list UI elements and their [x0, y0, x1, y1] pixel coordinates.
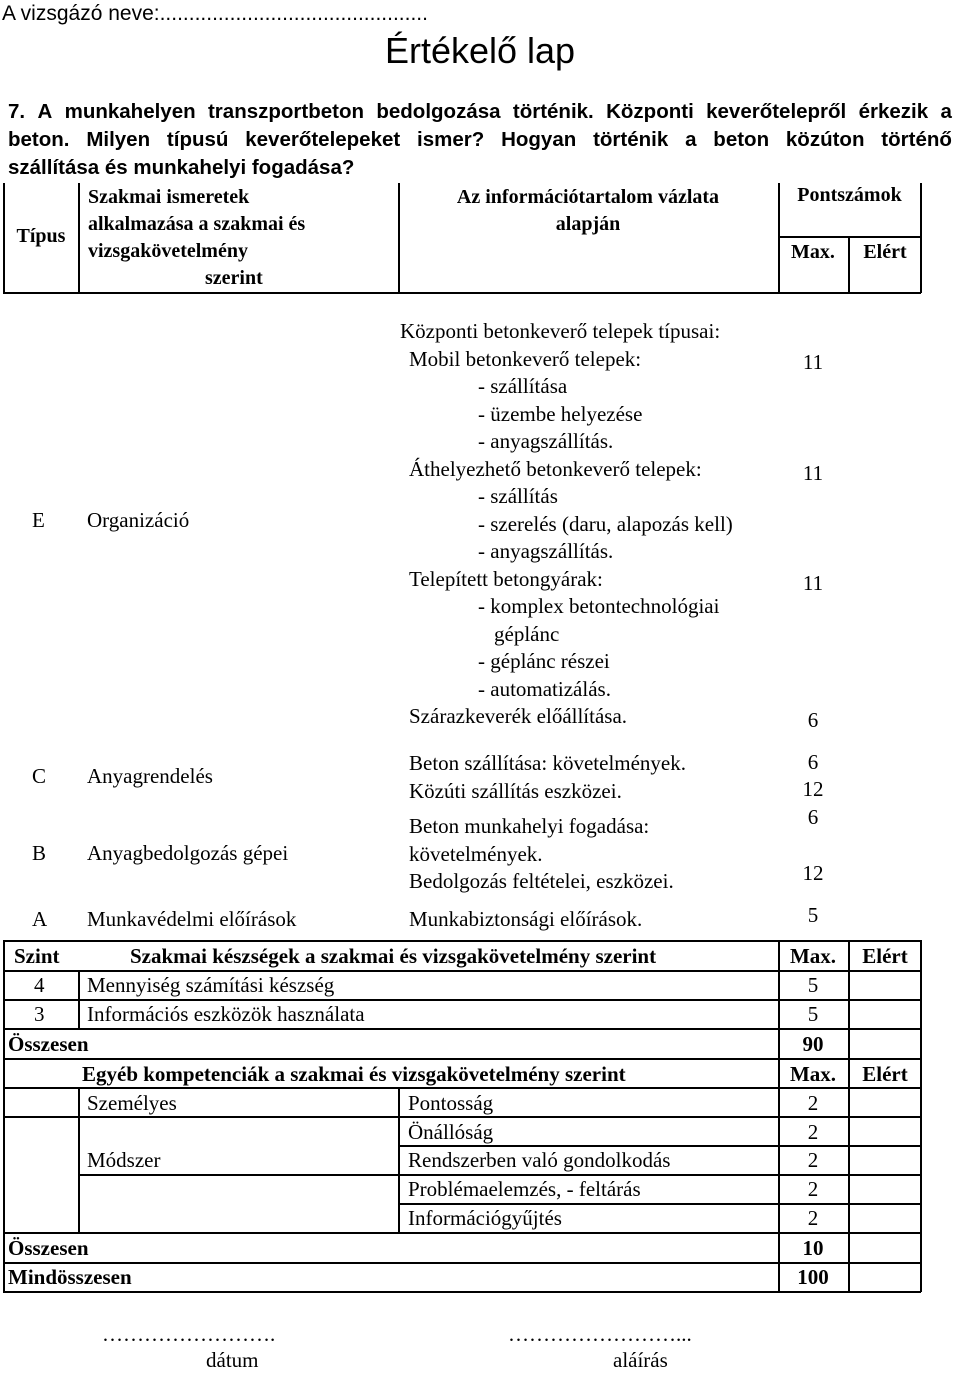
row-rule: [78, 1174, 921, 1176]
content-line: követelmények.: [409, 841, 543, 866]
points-max: 11: [802, 350, 824, 374]
question-word: történik: [593, 128, 669, 151]
content-line: - automatizálás.: [478, 676, 611, 701]
points-max: 6: [807, 805, 819, 829]
competency-max: 2: [807, 1120, 819, 1144]
content-line: - komplex betontechnológiai: [478, 594, 720, 618]
row-rule: [3, 970, 921, 972]
question-line-2: [8, 126, 952, 155]
points-max: 12: [802, 777, 824, 801]
content-line: Beton szállítása: követelmények.: [409, 751, 686, 775]
content-line: Bedolgozás feltételei, eszközei.: [409, 869, 674, 893]
content-line: Mobil betonkeverő telepek:: [409, 346, 642, 371]
section-type-c: C: [32, 764, 47, 788]
section-name-e: Organizáció: [87, 508, 190, 532]
date-dots: …………………….: [102, 1322, 276, 1346]
col-header-info: [398, 184, 778, 238]
competency-name: Információgyűjtés: [408, 1206, 562, 1230]
row-rule: [3, 1058, 921, 1060]
competency-max: 2: [807, 1206, 819, 1230]
col-header-elert: Elért: [863, 241, 907, 263]
question-word: a: [685, 128, 697, 151]
skill-name: Információs eszközök használata: [87, 1002, 365, 1026]
points-max: 5: [807, 903, 819, 927]
section-type-b: B: [32, 841, 47, 865]
question-word: 7.: [8, 100, 26, 123]
competency-max: 2: [807, 1091, 819, 1115]
question-word: beton: [713, 128, 770, 151]
row-rule: [3, 1262, 921, 1264]
content-line: Közúti szállítás eszközei.: [409, 778, 622, 803]
question-line-3: szállítása és munkahelyi fogadása?: [8, 156, 355, 179]
content-line: - szerelés (daru, alapozás kell): [478, 511, 733, 536]
col-header-tipus: Típus: [16, 225, 66, 247]
col-header-szakmai-line: szerint: [205, 267, 263, 289]
content-line: Szárazkeverék előállítása.: [409, 704, 628, 728]
skill-max: 5: [807, 973, 819, 997]
section-content-c: [409, 750, 686, 805]
group-column-divider: [78, 1087, 80, 1233]
question-word: transzportbeton: [207, 100, 365, 123]
question-word: munkahelyen: [64, 100, 196, 123]
question-word: Hogyan: [501, 128, 577, 151]
elert-column-divider: [848, 940, 850, 1292]
question-word: típusú: [166, 128, 229, 151]
content-line: Beton munkahelyi fogadása:: [409, 814, 650, 838]
col-header-szakmai-line: alkalmazása a szakmai és: [88, 213, 306, 235]
signature-dots: ……………………...: [508, 1322, 692, 1346]
section-name-a: Munkavédelmi előírások: [87, 907, 297, 931]
row-rule: [398, 1145, 921, 1147]
content-line: - anyagszállítás.: [478, 429, 614, 453]
competency-group: Módszer: [87, 1148, 161, 1172]
row-rule: [3, 999, 921, 1001]
competencies-header-max: Max.: [789, 1062, 837, 1086]
content-line: géplánc: [494, 621, 560, 646]
section-name-b: Anyagbedolgozás gépei: [87, 841, 289, 865]
name-column-divider: [398, 1087, 400, 1233]
skill-max: 5: [807, 1002, 819, 1026]
col-header-szakmai-line: vizsgakövetelmény: [88, 240, 248, 262]
question-word: beton.: [8, 128, 70, 151]
competency-group: Személyes: [87, 1091, 177, 1115]
points-max: 6: [807, 708, 819, 732]
skills-total-label: Összesen: [8, 1032, 89, 1056]
col-header-info-line: Az információtartalom vázlata: [456, 186, 720, 208]
question-word: érkezik: [858, 100, 929, 123]
question-word: bedolgozása: [376, 100, 501, 123]
content-line: - szállítás: [478, 484, 558, 508]
points-max: 11: [802, 571, 824, 595]
section-content-a: Munkabiztonsági előírások.: [409, 907, 643, 931]
row-rule: [398, 1203, 921, 1205]
skill-name: Mennyiség számítási készség: [87, 973, 335, 997]
grand-total: 100: [797, 1265, 829, 1289]
level-column-divider: [78, 970, 80, 1029]
table-bottom-rule: [3, 1291, 921, 1293]
section-content-e: [398, 318, 733, 731]
col-header-info-line: alapján: [555, 213, 621, 235]
points-subheader-rule: [778, 236, 921, 238]
skills-header-title: Szakmai készségek a szakmai és vizsgakövetelmény szerint: [130, 944, 657, 968]
col-header-max: Max.: [791, 241, 835, 263]
question-word: a: [940, 100, 952, 123]
row-rule: [3, 1028, 921, 1030]
table-right-border: [920, 940, 922, 1292]
points-max: 6: [807, 750, 819, 774]
competency-max: 2: [807, 1148, 819, 1172]
competencies-header-elert: Elért: [862, 1062, 908, 1086]
col-header-szakmai: [78, 184, 398, 292]
question-word: történő: [881, 128, 952, 151]
grand-total-label: Mindösszesen: [8, 1265, 132, 1289]
content-line: Áthelyezhető betonkeverő telepek:: [409, 456, 702, 481]
examinee-name-label: A vizsgázó neve:..............................................: [2, 2, 428, 25]
page-title: Értékelő lap: [384, 30, 576, 71]
competencies-total: 10: [802, 1236, 824, 1260]
date-label: dátum: [206, 1348, 259, 1372]
competency-max: 2: [807, 1177, 819, 1201]
points-max: 12: [802, 861, 824, 885]
table-left-border: [3, 940, 5, 1292]
competencies-header-title: Egyéb kompetenciák a szakmai és vizsgakövetelmény szerint: [82, 1062, 626, 1086]
row-rule: [3, 1116, 921, 1118]
skills-total: 90: [802, 1032, 824, 1056]
content-line: - anyagszállítás.: [478, 539, 614, 563]
skill-level: 3: [34, 1002, 45, 1026]
skill-level: 4: [34, 973, 45, 997]
question-line-1: [8, 98, 952, 127]
content-line: - géplánc részei: [478, 649, 610, 673]
competencies-total-label: Összesen: [8, 1236, 89, 1260]
row-rule: [3, 1232, 921, 1234]
question-word: keverőtelepről: [706, 100, 847, 123]
competency-name: Rendszerben való gondolkodás: [408, 1148, 671, 1172]
section-type-e: E: [32, 508, 45, 532]
skills-header-max: Max.: [789, 944, 837, 968]
question-word: ismer?: [417, 128, 485, 151]
content-line: Telepített betongyárak:: [409, 566, 603, 591]
content-line: Központi betonkeverő telepek típusai:: [400, 319, 721, 343]
section-name-c: Anyagrendelés: [87, 764, 213, 788]
competency-name: Önállóság: [408, 1120, 494, 1144]
question-word: A: [37, 100, 53, 123]
skills-header-elert: Elért: [862, 944, 908, 968]
competency-name: Problémaelemzés, - feltárás: [408, 1177, 641, 1201]
points-max: 11: [802, 461, 824, 485]
content-line: - üzembe helyezése: [478, 401, 643, 426]
signature-label: aláírás: [613, 1348, 668, 1372]
content-line: - szállítása: [478, 374, 568, 398]
question-word: keverőtelepeket: [245, 128, 401, 151]
col-header-szakmai-line: Szakmai ismeretek: [88, 186, 250, 208]
competency-name: Pontosság: [408, 1091, 494, 1115]
skills-top-rule: [3, 940, 921, 942]
skills-header-level: Szint: [14, 944, 60, 968]
question-word: Milyen: [86, 128, 151, 151]
section-content-b: [409, 813, 674, 896]
section-type-a: A: [32, 907, 48, 931]
row-rule: [3, 1087, 921, 1089]
header-bottom-rule: [3, 292, 921, 294]
col-header-pontszamok: Pontszámok: [797, 184, 902, 206]
question-word: Központi: [606, 100, 694, 123]
question-word: közúton: [785, 128, 865, 151]
question-word: történik.: [512, 100, 594, 123]
